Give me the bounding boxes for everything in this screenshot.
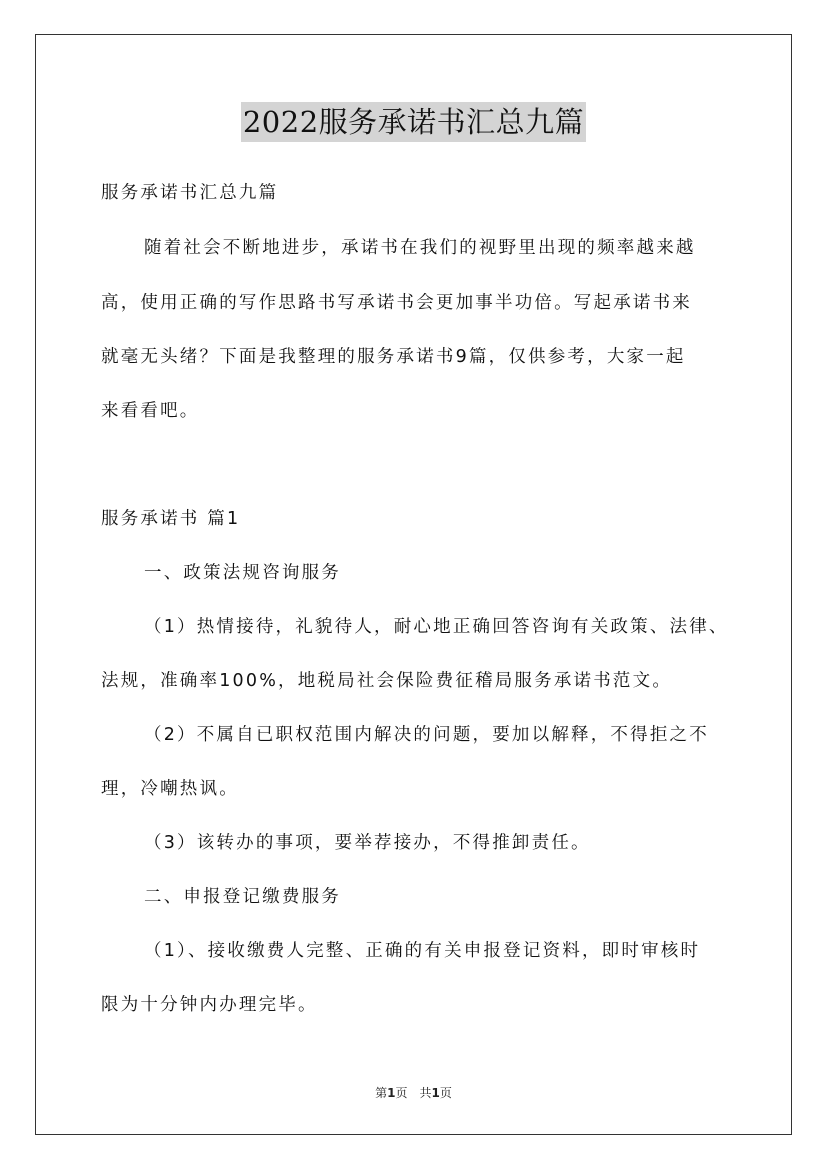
footer-suffix: 页 bbox=[439, 1086, 452, 1100]
body-line-7: 二、申报登记缴费服务 bbox=[144, 887, 341, 907]
body-line-2: （1）热情接待，礼貌待人，耐心地正确回答咨询有关政策、法律、 bbox=[144, 617, 729, 637]
intro-line-4: 来看看吧。 bbox=[101, 401, 200, 421]
section-heading: 服务承诺书 篇1 bbox=[101, 509, 241, 529]
footer-prefix: 第 bbox=[375, 1086, 388, 1100]
intro-line-1: 随着社会不断地进步，承诺书在我们的视野里出现的频率越来越 bbox=[144, 238, 696, 258]
title-wrapper bbox=[0, 102, 827, 142]
body-line-9: 限为十分钟内办理完毕。 bbox=[101, 995, 318, 1015]
body-line-6: （3）该转办的事项，要举荐接办，不得推卸责任。 bbox=[144, 833, 591, 853]
body-line-4: （2）不属自已职权范围内解决的问题，要加以解释，不得拒之不 bbox=[144, 725, 709, 745]
intro-line-3: 就毫无头绪？下面是我整理的服务承诺书9篇，仅供参考，大家一起 bbox=[101, 347, 686, 367]
page-footer bbox=[0, 1084, 827, 1101]
intro-line-2: 高，使用正确的写作思路书写承诺书会更加事半功倍。写起承诺书来 bbox=[101, 293, 692, 313]
body-line-1: 一、政策法规咨询服务 bbox=[144, 563, 341, 583]
body-line-8: （1）、接收缴费人完整、正确的有关申报登记资料，即时审核时 bbox=[144, 941, 701, 961]
subtitle: 服务承诺书汇总九篇 bbox=[101, 183, 279, 203]
body-line-3: 法规，准确率100%，地税局社会保险费征稽局服务承诺书范文。 bbox=[101, 671, 673, 691]
footer-page-total: 1 bbox=[431, 1086, 440, 1100]
document-title: 2022服务承诺书汇总九篇 bbox=[241, 102, 586, 142]
footer-page-current: 1 bbox=[387, 1086, 396, 1100]
footer-mid: 页 共 bbox=[395, 1086, 432, 1100]
body-line-5: 理，冷嘲热讽。 bbox=[101, 779, 239, 799]
